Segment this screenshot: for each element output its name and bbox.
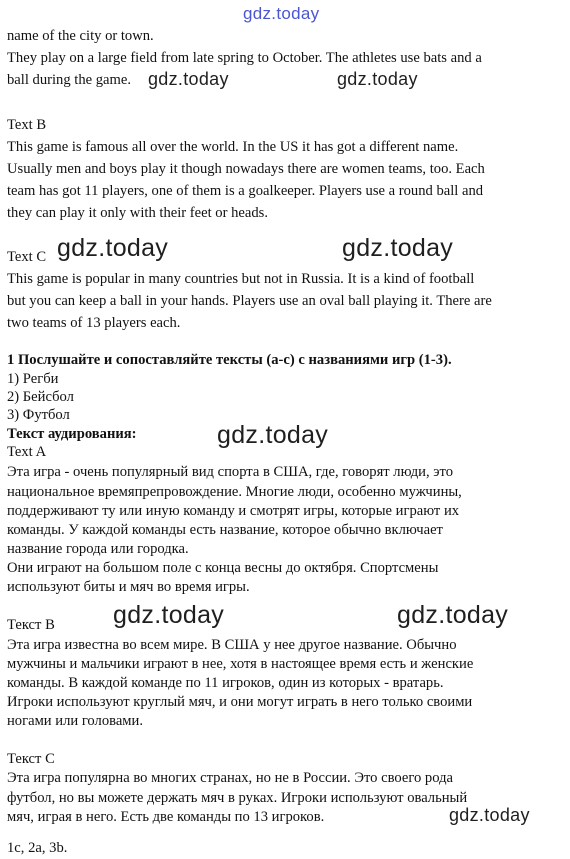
section-heading: Text A xyxy=(7,444,47,460)
watermark: gdz.today xyxy=(397,601,509,629)
answer-key: 1c, 2a, 3b. xyxy=(7,840,68,856)
paragraph-line: поддерживают ту или иную команду и смотрят игры, которые играют их xyxy=(7,503,460,519)
watermark: gdz.today xyxy=(113,601,225,629)
paragraph-line: используют биты и мяч во время игры. xyxy=(7,579,250,595)
paragraph-line: команды. В каждой команде по 11 игроков, один из которых - вратарь. xyxy=(7,675,444,691)
watermark: gdz.today xyxy=(243,4,320,23)
paragraph-line: мяч, играя в него. Есть две команды по 13 игроков. xyxy=(7,809,325,825)
section-heading: Text C xyxy=(7,249,47,265)
watermark: gdz.today xyxy=(337,69,418,89)
paragraph-line: This game is popular in many countries but not in Russia. It is a kind of football xyxy=(7,271,475,287)
paragraph-line: Игроки используют круглый мяч, и они могут играть в него только своими xyxy=(7,694,473,710)
paragraph-line: two teams of 13 players each. xyxy=(7,315,181,331)
watermark: gdz.today xyxy=(148,69,229,89)
paragraph-line: национальное времяпрепровождение. Многие люди, особенно мужчины, xyxy=(7,484,462,500)
section-heading: Текст С xyxy=(7,751,55,767)
listening-heading: Текст аудирования: xyxy=(7,426,137,442)
paragraph-line: Эта игра - очень популярный вид спорта в США, где, говорят люди, это xyxy=(7,464,454,480)
watermark: gdz.today xyxy=(57,234,169,262)
option-item: 1) Регби xyxy=(7,371,59,387)
paragraph-line: they can play it only with their feet or heads. xyxy=(7,205,268,221)
task-title: 1 Послушайте и сопоставляйте тексты (а-с) с названиями игр (1-3). xyxy=(7,352,452,368)
paragraph-line: Эта игра популярна во многих странах, но не в России. Это своего рода xyxy=(7,770,453,786)
option-item: 3) Футбол xyxy=(7,407,70,423)
option-item: 2) Бейсбол xyxy=(7,389,74,405)
paragraph-line: This game is famous all over the world. In the US it has got a different name. xyxy=(7,139,459,155)
paragraph-line: ногами или головами. xyxy=(7,713,143,729)
paragraph-line: but you can keep a ball in your hands. Players use an oval ball playing it. There are xyxy=(7,293,492,309)
section-heading: Text B xyxy=(7,117,47,133)
paragraph-line: команды. У каждой команды есть название, которое обычно включает xyxy=(7,522,443,538)
paragraph-line: Они играют на большом поле с конца весны до октября. Спортсмены xyxy=(7,560,439,576)
paragraph-line: Эта игра известна во всем мире. В США у нее другое название. Обычно xyxy=(7,637,457,653)
paragraph-line: название города или городка. xyxy=(7,541,189,557)
paragraph-line: футбол, но вы можете держать мяч в руках. Игроки используют овальный xyxy=(7,790,468,806)
paragraph-line: name of the city or town. xyxy=(7,28,154,44)
watermark: gdz.today xyxy=(449,805,530,825)
paragraph-line: Usually men and boys play it though nowadays there are women teams, too. Each xyxy=(7,161,485,177)
paragraph-line: They play on a large field from late spring to October. The athletes use bats and a xyxy=(7,50,482,66)
paragraph-line: мужчины и мальчики играют в нее, хотя в настоящее время есть и женские xyxy=(7,656,474,672)
watermark: gdz.today xyxy=(217,421,329,449)
paragraph-line: ball during the game. xyxy=(7,72,132,88)
watermark: gdz.today xyxy=(342,234,454,262)
section-heading: Текст В xyxy=(7,617,55,633)
paragraph-line: team has got 11 players, one of them is a goalkeeper. Players use a round ball and xyxy=(7,183,484,199)
